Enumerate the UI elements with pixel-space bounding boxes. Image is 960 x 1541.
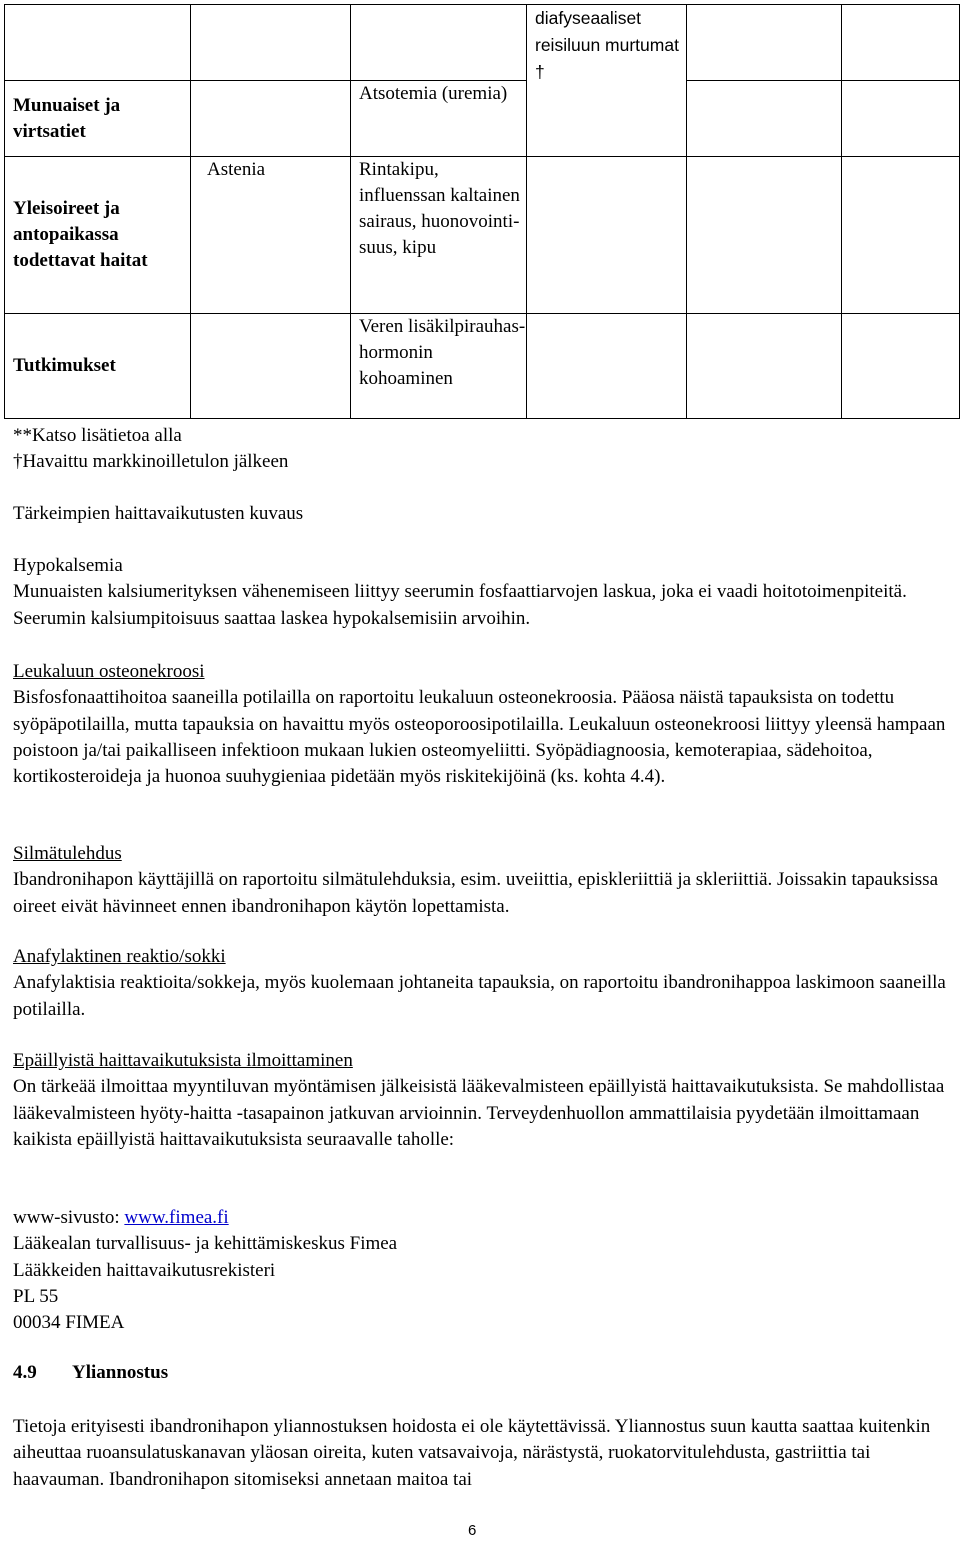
table-cell: [687, 314, 842, 419]
table-cell: [351, 81, 527, 157]
section-text: On tärkeää ilmoittaa myyntiluvan myöntämisen jälkeisistä lääkevalmisteen epäillyistä haittavaikutuksista. Se mahdollistaa lääkevalmisteen hyöty-haitta -tasapainon jatkuvan arvioinnin. Terveydenhuollon ammattilaisia pyydetään ilmoittamaan kaikista epäillyistä haittavaikutuksista seuraavalle taholle:: [13, 1076, 945, 1150]
description-heading: Tärkeimpien haittavaikutusten kuvaus: [13, 503, 304, 524]
cell-text: Astenia: [207, 159, 266, 180]
table-cell-soc: [5, 81, 191, 157]
section-text: Anafylaktisia reaktioita/sokkeja, myös kuolemaan johtaneita tapauksia, on raportoitu ibandronihappoa laskimoon saaneilla potilailla.: [13, 972, 946, 1020]
section-49-title: Yliannostus: [72, 1362, 169, 1383]
section-ilmoittaminen: [13, 1048, 948, 1153]
section-hypokalsemia: [13, 553, 948, 632]
table-cell-soc: [5, 157, 191, 314]
www-label: www-sivusto:: [13, 1207, 125, 1228]
table-cell: [842, 5, 960, 81]
contact-line: PL 55: [13, 1285, 59, 1307]
section-leukaluu: [13, 659, 948, 790]
soc-label: Munuaiset ja virtsatiet: [13, 94, 121, 142]
section-title: Epäillyistä haittavaikutuksista ilmoittaminen: [13, 1050, 353, 1071]
section-49-text: Tietoja erityisesti ibandronihapon yliannostuksen hoidosta ei ole käytettävissä. Yliannostus suun kautta saattaa kuitenkin aiheuttaa ruoansulatuskanavan yläosan oireita, kuten vatsavaivoja, närästystä, ruokatorvitulehdusta, gastriittia tai haavauman. Ibandronihapon sitomiseksi annetaan maitoa tai: [13, 1416, 931, 1490]
table-cell: [842, 314, 960, 419]
contact-line: Lääkealan turvallisuus- ja kehittämiskeskus Fimea: [13, 1233, 398, 1255]
www-line: [13, 1205, 948, 1231]
cell-text: Veren lisäkilpirauhas-hormonin kohoaminen: [359, 316, 526, 389]
section-silmatulehdus: [13, 841, 948, 920]
diafyseaaliset-text: diafyseaaliset reisiluun murtumat †: [535, 8, 679, 82]
table-cell: [191, 314, 351, 419]
table-cell: [687, 81, 842, 157]
contact-line: Lääkkeiden haittavaikutusrekisteri: [13, 1259, 276, 1281]
table-cell: [527, 157, 687, 314]
table-cell: [351, 157, 527, 314]
table-cell: [5, 5, 191, 81]
section-title: Hypokalsemia: [13, 555, 123, 576]
table-cell: [842, 81, 960, 157]
section-text: Munuaisten kalsiumerityksen vähenemiseen liittyy seerumin fosfaattiarvojen laskua, joka ei vaadi hoitotoimenpiteitä. Seerumin kalsiumpitoisuus saattaa laskea hypokalsemisiin arvoihin.: [13, 581, 907, 629]
soc-label: Yleisoireet ja antopaikassa todettavat haitat: [13, 198, 148, 271]
adverse-effects-table: [4, 4, 960, 419]
contact-line: 00034 FIMEA: [13, 1312, 125, 1334]
section-text: Bisfosfonaattihoitoa saaneilla potilailla on raportoitu leukaluun osteonekroosia. Pääosa näistä tapauksista on todettu syöpäpotilailla, mutta tapauksia on havaittu myös osteoporoosipotilailla. Leukaluun osteonekroosi liittyy yleensä hampaan poistoon ja/tai paikalliseen infektioon mukaan lukien osteomyeliitti. Syöpädiagnoosia, kemoterapiaa, sädehoitoa, kortikosteroideja ja huonoa suuhygieniaa pidetään myös riskitekijöinä (ks. kohta 4.4).: [13, 687, 946, 788]
section-title: Leukaluun osteonekroosi: [13, 661, 205, 682]
soc-label: Tutkimukset: [13, 355, 116, 376]
table-cell: [191, 81, 351, 157]
section-anafylaktinen: [13, 944, 948, 1023]
table-cell: [842, 157, 960, 314]
table-cell: [687, 157, 842, 314]
section-title: Anafylaktinen reaktio/sokki: [13, 946, 226, 967]
section-title: Silmätulehdus: [13, 843, 122, 864]
cell-text: Atsotemia (uremia): [359, 83, 508, 104]
table-cell-diafyseaaliset: [527, 5, 687, 157]
contact-block: [13, 1205, 948, 1336]
cell-text: Rintakipu, influenssan kaltainen sairaus, huonovointi-suus, kipu: [359, 159, 520, 258]
note-havaittu: †Havaittu markkinoilletulon jälkeen: [13, 451, 289, 472]
note-katso: **Katso lisätietoa alla: [13, 425, 182, 446]
section-text: Ibandronihapon käyttäjillä on raportoitu silmätulehduksia, esim. uveiittia, episkleriittiä ja skleriittiä. Joissakin tapauksissa oireet eivät hävinneet ennen ibandronihapon käytön lopettamista.: [13, 869, 939, 917]
fimea-link[interactable]: www.fimea.fi: [124, 1207, 229, 1228]
table-cell: [191, 157, 351, 314]
page-number: 6: [468, 1522, 477, 1539]
table-cell: [527, 314, 687, 419]
section-49-number: 4.9: [13, 1362, 37, 1383]
table-cell-soc: [5, 314, 191, 419]
table-cell: [191, 5, 351, 81]
table-cell: [687, 5, 842, 81]
table-cell: [351, 5, 527, 81]
table-cell: [351, 314, 527, 419]
